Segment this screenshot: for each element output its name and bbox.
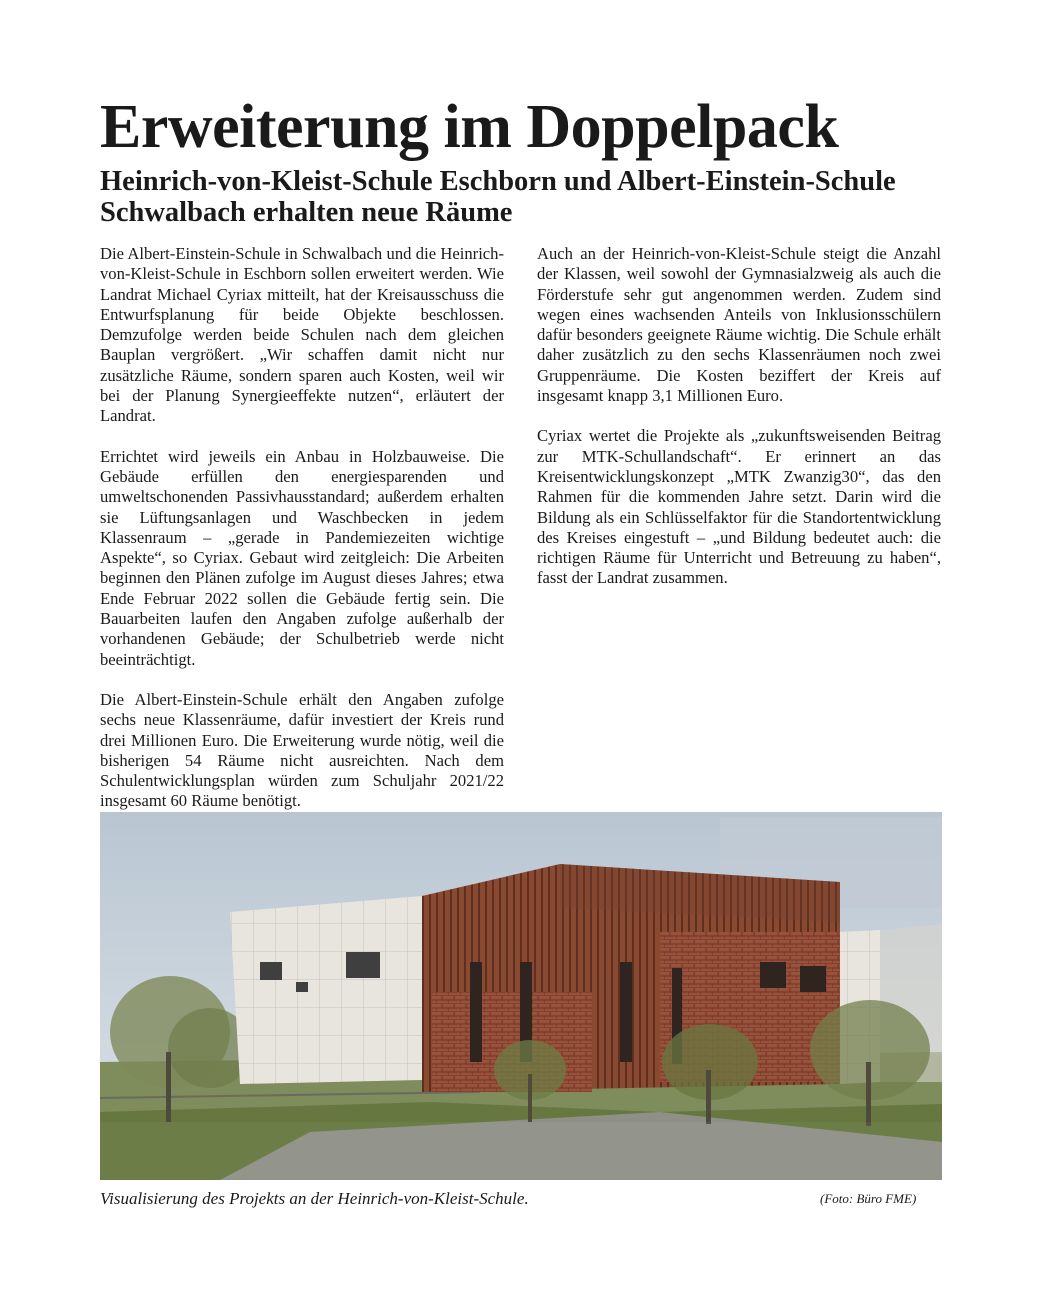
article-column-left <box>100 244 504 832</box>
paragraph: Die Albert-Einstein-Schule in Schwalbach und die Heinrich-von-Kleist-Schule in Eschborn sollen erweitert werden. Wie Landrat Michael Cyriax mitteilt, hat der Kreisausschuss die Entwurfsplanung für beide Objekte beschlossen. Demzufolge werden beide Schulen nach dem gleichen Bauplan vergrößert. „Wir schaffen damit nicht nur zusätzliche Räume, sondern sparen auch Kosten, weil wir bei der Planung Synergieeffekte nutzen“, erläutert der Landrat. <box>100 244 504 426</box>
paragraph: Cyriax wertet die Projekte als „zukunftsweisenden Beitrag zur MTK-Schullandschaft“. Er erinnert an das Kreisentwicklungskonzept „MTK Zwanzig30“, das den Rahmen für die kommenden Jahre setzt. Darin wird die Bildung als ein Schlüsselfaktor für die Standortentwicklung des Kreises eingestuft – „und Bildung bedeutet auch: die richtigen Räume für Unterricht und Betreuung zu haben“, fasst der Landrat zusammen. <box>537 426 941 588</box>
building-visualization-image <box>100 812 942 1180</box>
subheadline: Heinrich-von-Kleist-Schule Eschborn und Albert-Einstein-Schule Schwalbach erhalten neue Räume <box>100 166 896 228</box>
paragraph: Die Albert-Einstein-Schule erhält den Angaben zufolge sechs neue Klassenräume, dafür investiert der Kreis rund drei Millionen Euro. Die Erweiterung wurde nötig, weil die bisherigen 54 Räume nicht ausreichten. Nach dem Schulentwicklungsplan würden zum Schuljahr 2021/22 insgesamt 60 Räume benötigt. <box>100 689 504 811</box>
photo-credit: (Foto: Büro FME) <box>820 1191 917 1206</box>
paragraph: Auch an der Heinrich-von-Kleist-Schule steigt die Anzahl der Klassen, weil sowohl der Gymnasialzweig als auch die Förderstufe sehr gut angenommen werden. Zudem sind wegen eines wachsenden Anteils von Inklusionsschülern dafür besonders geeignete Räume wichtig. Die Schule erhält daher zusätzlich zu den sechs Klassenräumen noch zwei Gruppenräume. Die Kosten beziffert der Kreis auf insgesamt knapp 3,1 Millionen Euro. <box>537 244 941 406</box>
article-column-right <box>537 244 941 609</box>
paragraph: Errichtet wird jeweils ein Anbau in Holzbauweise. Die Gebäude erfüllen den energiesparenden und umweltschonenden Passivhausstandard; außerdem erhalten sie Lüftungsanlagen und Waschbecken in jedem Klassenraum – „gerade in Pandemiezeiten wichtige Aspekte“, so Cyriax. Gebaut wird zeitgleich: Die Arbeiten beginnen den Plänen zufolge im August dieses Jahres; etwa Ende Februar 2022 sollen die Gebäude fertig sein. Die Bauarbeiten laufen den Angaben zufolge außerhalb der vorhandenen Gebäude; der Schulbetrieb werde nicht beeinträchtigt. <box>100 446 504 669</box>
headline: Erweiterung im Doppelpack <box>100 93 839 161</box>
photo-caption: Visualisierung des Projekts an der Heinrich-von-Kleist-Schule. <box>100 1189 529 1208</box>
